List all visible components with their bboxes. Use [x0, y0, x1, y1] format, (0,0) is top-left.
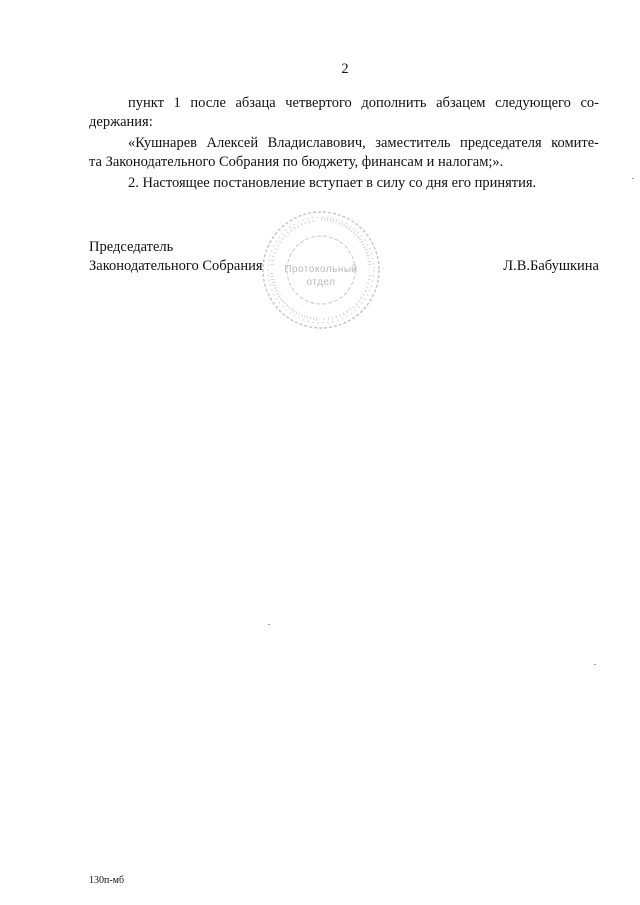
paragraph-line: 2. Настоящее постановление вступает в силу со дня его принятия. — [128, 175, 537, 191]
paragraph-line: «Кушнарев Алексей Владиславович, заместитель председателя комите- — [128, 135, 599, 151]
scan-speck — [632, 178, 634, 179]
paragraph-amendment-text — [89, 134, 599, 172]
document-code: 130п-мб — [89, 875, 125, 886]
stamp-text-line: Протокольный — [284, 264, 358, 275]
signatory-name: Л.В.Бабушкина — [503, 258, 599, 274]
paragraph-line: пункт 1 после абзаца четвертого дополнить абзацем следующего со- — [128, 95, 599, 111]
official-stamp — [258, 207, 384, 333]
paragraph-line: та Законодательного Собрания по бюджету, финансам и налогам;». — [89, 154, 504, 170]
paragraph-amendment-intro — [89, 94, 599, 132]
stamp-text — [258, 263, 384, 289]
signatory-title-line: Председатель — [89, 239, 174, 255]
signatory-title-line: Законодательного Собрания — [89, 258, 263, 274]
page-number: 2 — [341, 61, 349, 77]
scan-speck — [594, 664, 596, 665]
paragraph-line: держания: — [89, 114, 153, 130]
scan-speck — [268, 624, 270, 625]
paragraph-effective-date — [89, 174, 599, 193]
stamp-text-line: отдел — [306, 277, 336, 288]
signatory-title — [89, 238, 263, 276]
